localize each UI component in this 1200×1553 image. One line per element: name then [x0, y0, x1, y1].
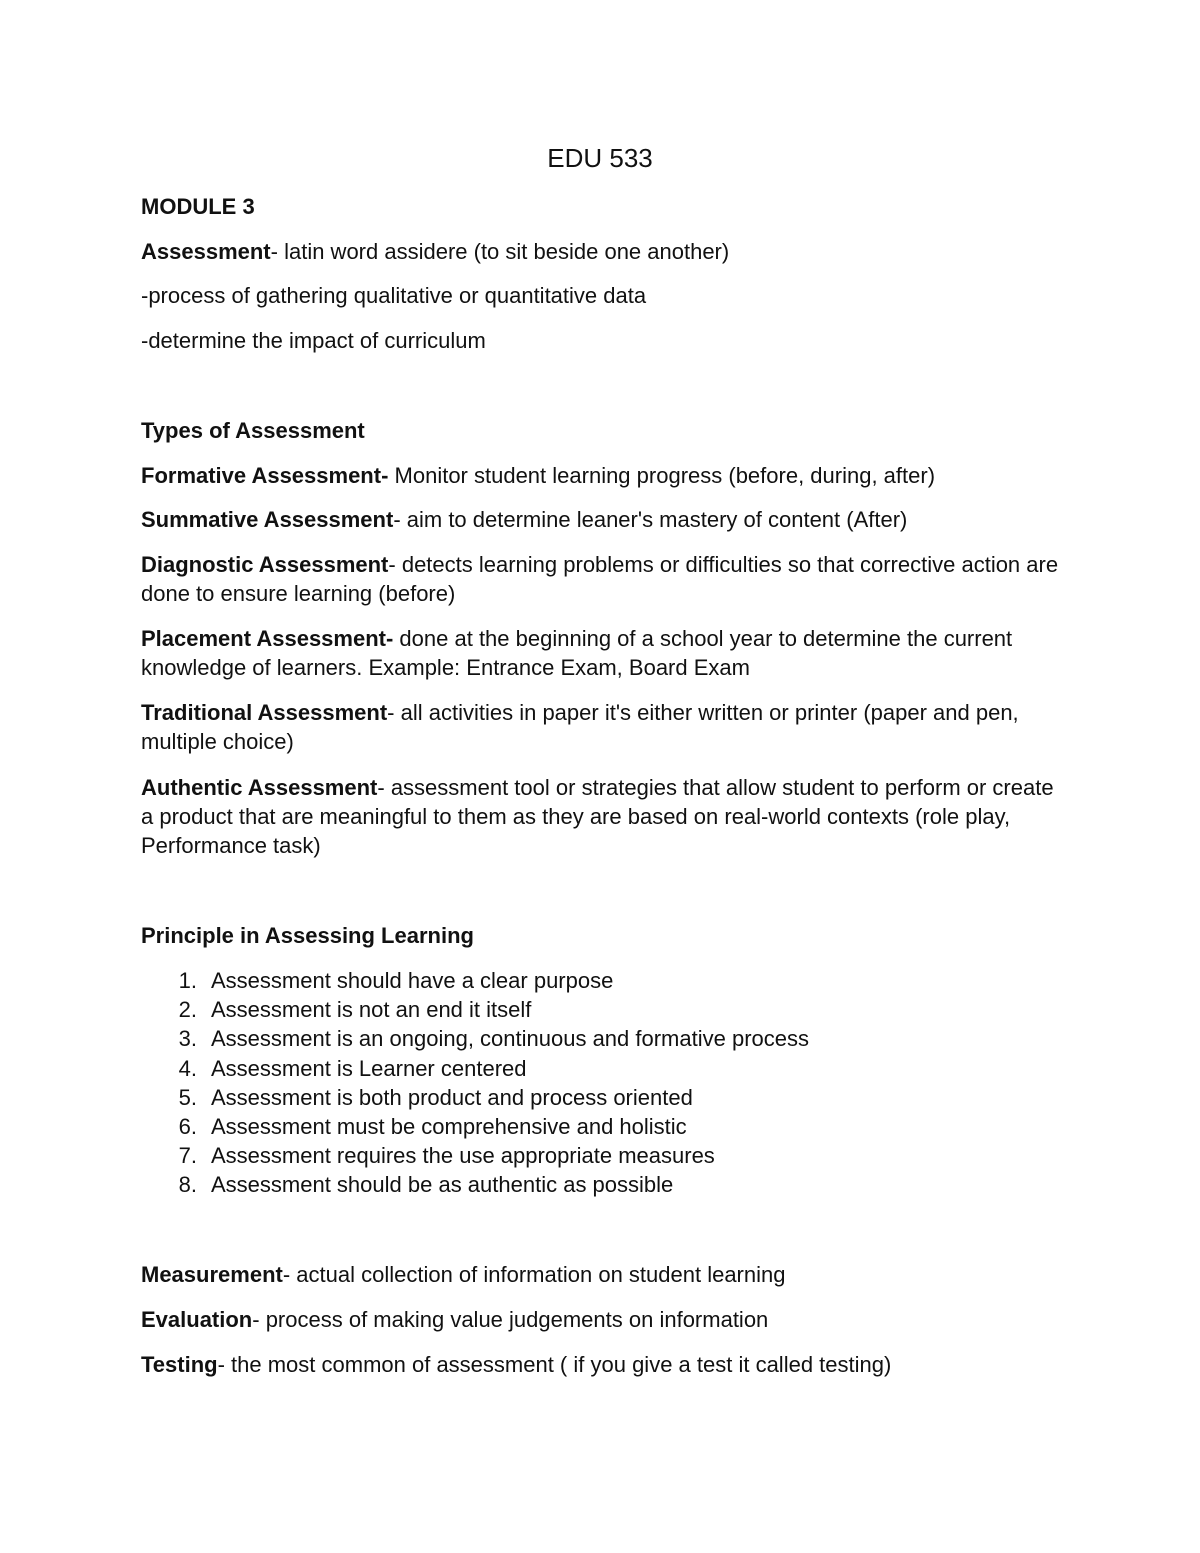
type-placement: Placement Assessment- done at the beginning of a school year to determine the current knowledge of learners. Example: Entrance Exam, Board Exam — [141, 626, 1013, 680]
definition-evaluation: Evaluation- process of making value judgements on information — [141, 1307, 769, 1332]
definition-testing: Testing- the most common of assessment ( if you give a test it called testing) — [141, 1352, 892, 1377]
type-authentic: Authentic Assessment- assessment tool or strategies that allow student to perform or create a product that are meaningful to them as they are based on real-world contexts (role play, Performance task) — [141, 775, 1054, 858]
module-heading: MODULE 3 — [141, 194, 255, 219]
type-summative: Summative Assessment- aim to determine leaner's mastery of content (After) — [141, 507, 908, 532]
list-item: 7. Assessment requires the use appropriate measures — [178, 1143, 715, 1169]
list-item: 4. Assessment is Learner centered — [178, 1055, 527, 1081]
type-diagnostic: Diagnostic Assessment- detects learning problems or difficulties so that corrective action are done to ensure learning (before) — [141, 552, 1059, 606]
assessment-point: -process of gathering qualitative or quantitative data — [141, 283, 647, 308]
document-title: EDU 533 — [547, 143, 653, 173]
list-item: 6. Assessment must be comprehensive and holistic — [178, 1113, 687, 1139]
principles-list — [141, 966, 1061, 1200]
definition-measurement: Measurement- actual collection of information on student learning — [141, 1262, 786, 1287]
assessment-definition: Assessment- latin word assidere (to sit beside one another) — [141, 239, 730, 264]
list-item: 8. Assessment should be as authentic as possible — [178, 1172, 674, 1198]
list-item: 1. Assessment should have a clear purpose — [178, 968, 614, 993]
type-formative: Formative Assessment- Monitor student learning progress (before, during, after) — [141, 463, 936, 488]
type-traditional: Traditional Assessment- all activities in paper it's either written or printer (paper and pen, multiple choice) — [141, 700, 1019, 754]
list-item: 5. Assessment is both product and process oriented — [178, 1084, 693, 1110]
assessment-point: -determine the impact of curriculum — [141, 328, 486, 353]
list-item: 2. Assessment is not an end it itself — [178, 997, 532, 1023]
principles-heading: Principle in Assessing Learning — [141, 923, 474, 948]
assessment-term: Assessment — [141, 239, 271, 264]
list-item: 3. Assessment is an ongoing, continuous and formative process — [178, 1026, 809, 1052]
types-heading: Types of Assessment — [141, 418, 365, 443]
